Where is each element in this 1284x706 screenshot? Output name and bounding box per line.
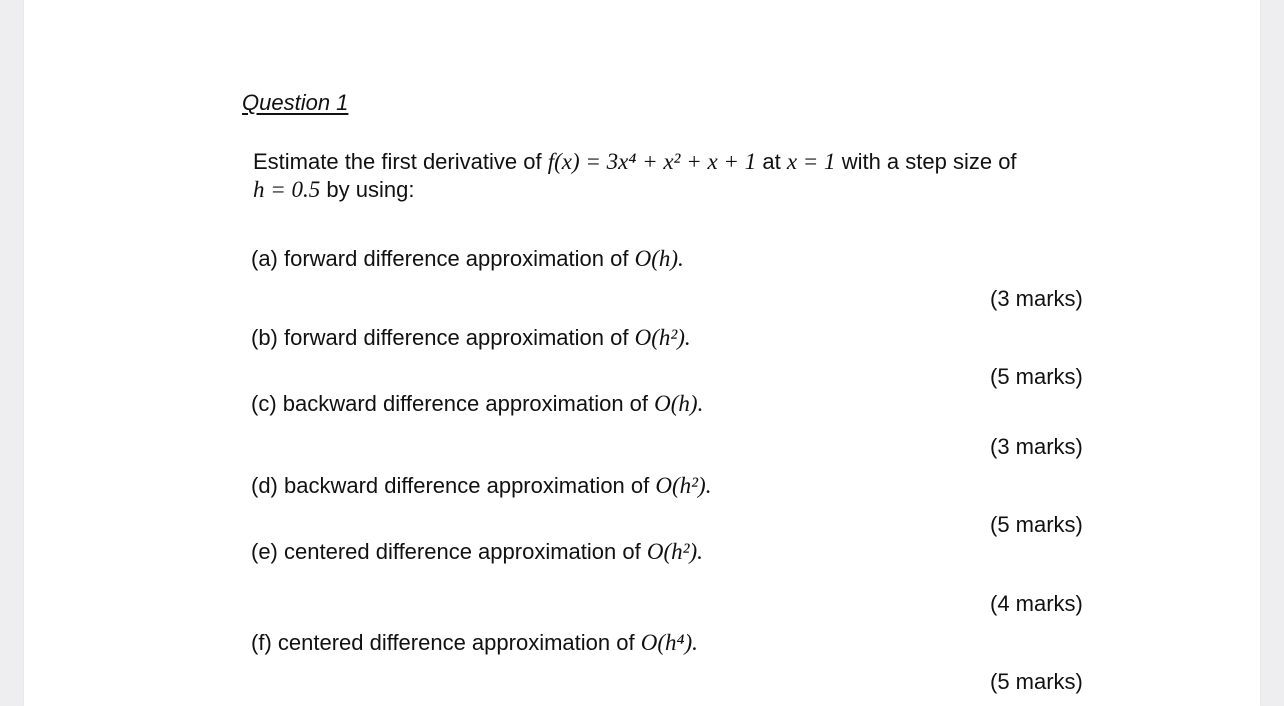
intro-line-2 (253, 176, 414, 204)
part-a-marks: (3 marks) (990, 286, 1083, 311)
part-b-marks: (5 marks) (990, 364, 1083, 389)
part-d-marks: (5 marks) (990, 512, 1083, 537)
function-expression: f(x) = 3x⁴ + x² + x + 1 (547, 149, 757, 174)
part-b-order: O(h²). (634, 325, 691, 350)
part-e-order: O(h²). (646, 539, 703, 564)
intro-text: Estimate the first derivative of (253, 149, 542, 174)
part-f-marks: (5 marks) (990, 669, 1083, 694)
intro-at: at (762, 149, 781, 174)
evaluation-point: x = 1 (786, 149, 836, 174)
part-f-label: (f) centered difference approximation of (251, 630, 635, 655)
part-c-order: O(h). (654, 391, 704, 416)
part-d-label: (d) backward difference approximation of (251, 473, 650, 498)
part-e-marks: (4 marks) (990, 591, 1083, 616)
part-c (251, 390, 703, 418)
part-d-order: O(h²). (655, 473, 712, 498)
question-heading: Question 1 (242, 90, 349, 115)
part-f (251, 629, 698, 657)
part-a-label: (a) forward difference approximation of (251, 246, 629, 271)
part-e-label: (e) centered difference approximation of (251, 539, 641, 564)
part-c-label: (c) backward difference approximation of (251, 391, 649, 416)
part-c-marks: (3 marks) (990, 434, 1083, 459)
part-a-order: O(h). (634, 246, 684, 271)
part-f-order: O(h⁴). (640, 630, 698, 655)
document-page (24, 0, 1260, 706)
part-b-label: (b) forward difference approximation of (251, 325, 629, 350)
intro-tail: with a step size of (841, 149, 1017, 174)
part-b (251, 324, 691, 352)
part-e (251, 538, 703, 566)
intro-line-1 (253, 148, 1017, 176)
step-size-expression: h = 0.5 (253, 177, 321, 202)
part-d (251, 472, 711, 500)
part-a (251, 245, 684, 273)
intro-tail-2: by using: (326, 177, 415, 202)
